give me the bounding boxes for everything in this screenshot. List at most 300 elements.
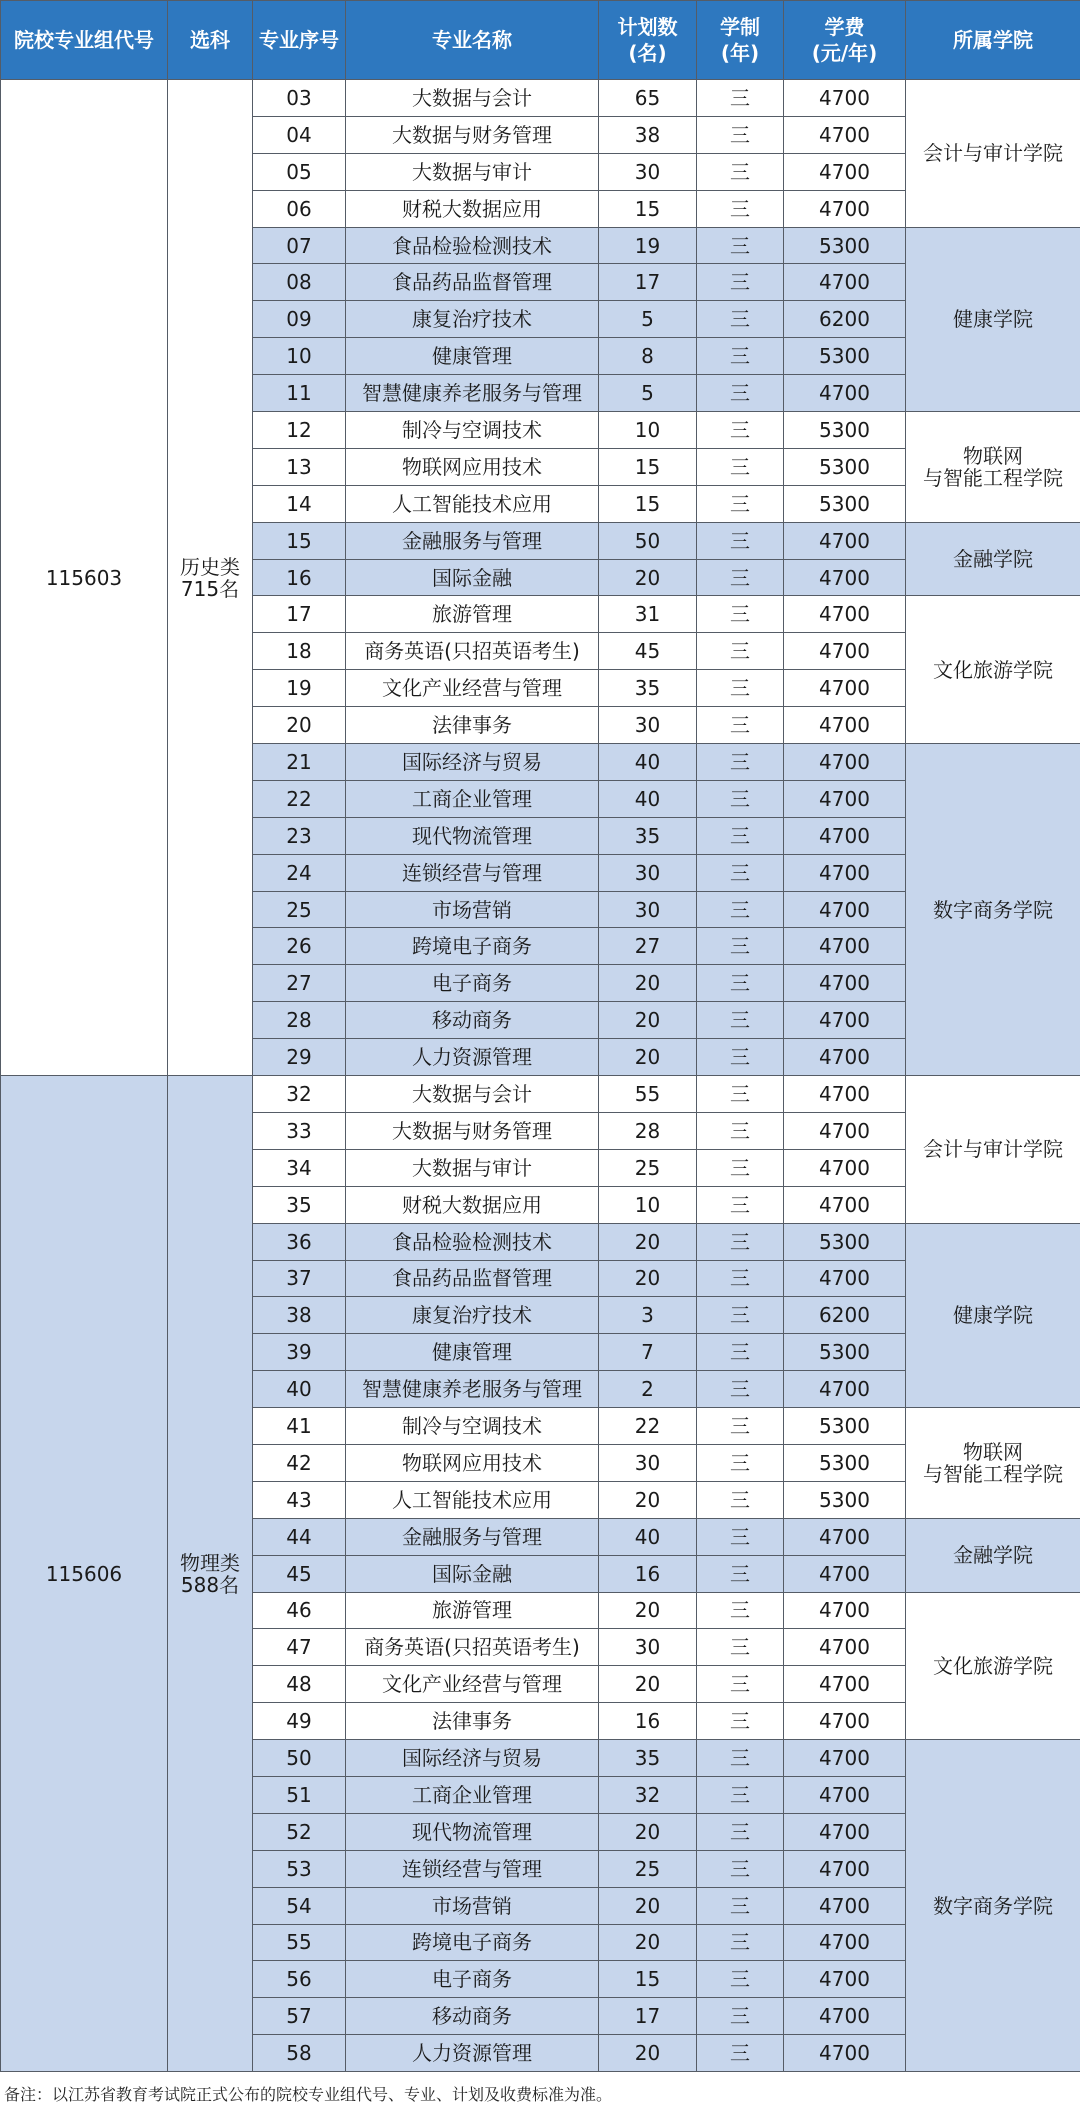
table-row bbox=[1, 80, 1080, 117]
duration-cell: 三 bbox=[697, 375, 784, 412]
plan-cell: 20 bbox=[599, 2035, 697, 2072]
fee-cell: 4700 bbox=[784, 522, 906, 559]
fee-cell: 4700 bbox=[784, 891, 906, 928]
duration-cell: 三 bbox=[697, 1371, 784, 1408]
major-cell: 移动商务 bbox=[346, 1998, 599, 2035]
seq-cell: 17 bbox=[253, 596, 346, 633]
seq-cell: 11 bbox=[253, 375, 346, 412]
seq-cell: 53 bbox=[253, 1850, 346, 1887]
major-cell: 大数据与财务管理 bbox=[346, 1112, 599, 1149]
duration-cell: 三 bbox=[697, 1408, 784, 1445]
plan-cell: 5 bbox=[599, 301, 697, 338]
major-cell: 文化产业经营与管理 bbox=[346, 1666, 599, 1703]
seq-cell: 18 bbox=[253, 633, 346, 670]
duration-cell: 三 bbox=[697, 1186, 784, 1223]
duration-cell: 三 bbox=[697, 227, 784, 264]
seq-cell: 57 bbox=[253, 1998, 346, 2035]
duration-cell: 三 bbox=[697, 1076, 784, 1113]
plan-cell: 30 bbox=[599, 1629, 697, 1666]
duration-cell: 三 bbox=[697, 522, 784, 559]
seq-cell: 32 bbox=[253, 1076, 346, 1113]
major-cell: 文化产业经营与管理 bbox=[346, 670, 599, 707]
major-cell: 食品药品监督管理 bbox=[346, 264, 599, 301]
seq-cell: 34 bbox=[253, 1149, 346, 1186]
group-code-cell: 115603 bbox=[1, 80, 168, 1076]
seq-cell: 23 bbox=[253, 817, 346, 854]
plan-cell: 30 bbox=[599, 1444, 697, 1481]
college-cell bbox=[906, 596, 1080, 744]
plan-cell: 31 bbox=[599, 596, 697, 633]
fee-cell: 4700 bbox=[784, 1039, 906, 1076]
plan-cell: 10 bbox=[599, 1186, 697, 1223]
fee-cell: 4700 bbox=[784, 670, 906, 707]
college-name-line: 与智能工程学院 bbox=[923, 465, 1063, 490]
duration-cell: 三 bbox=[697, 891, 784, 928]
seq-cell: 06 bbox=[253, 190, 346, 227]
fee-cell: 4700 bbox=[784, 596, 906, 633]
plan-cell: 17 bbox=[599, 1998, 697, 2035]
plan-cell: 30 bbox=[599, 854, 697, 891]
fee-cell: 4700 bbox=[784, 1887, 906, 1924]
fee-cell: 4700 bbox=[784, 1260, 906, 1297]
major-cell: 人力资源管理 bbox=[346, 1039, 599, 1076]
major-cell: 大数据与会计 bbox=[346, 1076, 599, 1113]
header-duration bbox=[697, 1, 784, 80]
fee-cell: 4700 bbox=[784, 707, 906, 744]
major-cell: 制冷与空调技术 bbox=[346, 412, 599, 449]
college-cell bbox=[906, 227, 1080, 411]
plan-cell: 40 bbox=[599, 1518, 697, 1555]
major-cell: 大数据与审计 bbox=[346, 1149, 599, 1186]
fee-cell: 4700 bbox=[784, 1961, 906, 1998]
college-cell bbox=[906, 1592, 1080, 1740]
fee-cell: 4700 bbox=[784, 1518, 906, 1555]
plan-cell: 35 bbox=[599, 670, 697, 707]
duration-cell: 三 bbox=[697, 1334, 784, 1371]
college-name-line: 文化旅游学院 bbox=[933, 657, 1053, 682]
fee-cell: 4700 bbox=[784, 1776, 906, 1813]
seq-cell: 48 bbox=[253, 1666, 346, 1703]
plan-cell: 20 bbox=[599, 1223, 697, 1260]
subject-cell bbox=[168, 80, 253, 1076]
fee-cell: 5300 bbox=[784, 412, 906, 449]
fee-cell: 4700 bbox=[784, 1149, 906, 1186]
plan-cell: 38 bbox=[599, 116, 697, 153]
plan-cell: 20 bbox=[599, 1924, 697, 1961]
fee-cell: 4700 bbox=[784, 1371, 906, 1408]
seq-cell: 49 bbox=[253, 1703, 346, 1740]
major-cell: 现代物流管理 bbox=[346, 1813, 599, 1850]
major-cell: 法律事务 bbox=[346, 707, 599, 744]
major-cell: 健康管理 bbox=[346, 1334, 599, 1371]
plan-cell: 30 bbox=[599, 153, 697, 190]
college-name-line: 文化旅游学院 bbox=[933, 1653, 1053, 1678]
plan-cell: 20 bbox=[599, 559, 697, 596]
plan-cell: 20 bbox=[599, 1002, 697, 1039]
major-cell: 食品药品监督管理 bbox=[346, 1260, 599, 1297]
seq-cell: 45 bbox=[253, 1555, 346, 1592]
college-name-line: 物联网 bbox=[963, 443, 1023, 468]
seq-cell: 35 bbox=[253, 1186, 346, 1223]
college-cell bbox=[906, 1408, 1080, 1519]
duration-cell: 三 bbox=[697, 1297, 784, 1334]
seq-cell: 12 bbox=[253, 412, 346, 449]
plan-cell: 27 bbox=[599, 928, 697, 965]
college-name-line: 金融学院 bbox=[953, 1543, 1033, 1568]
table-row bbox=[1, 1076, 1080, 1113]
major-cell: 康复治疗技术 bbox=[346, 1297, 599, 1334]
duration-cell: 三 bbox=[697, 1223, 784, 1260]
duration-cell: 三 bbox=[697, 1998, 784, 2035]
header-plan bbox=[599, 1, 697, 80]
duration-cell: 三 bbox=[697, 1887, 784, 1924]
plan-cell: 22 bbox=[599, 1408, 697, 1445]
major-cell: 物联网应用技术 bbox=[346, 448, 599, 485]
seq-cell: 56 bbox=[253, 1961, 346, 1998]
plan-cell: 2 bbox=[599, 1371, 697, 1408]
seq-cell: 55 bbox=[253, 1924, 346, 1961]
duration-cell: 三 bbox=[697, 1481, 784, 1518]
major-cell: 连锁经营与管理 bbox=[346, 1850, 599, 1887]
major-cell: 跨境电子商务 bbox=[346, 1924, 599, 1961]
major-cell: 商务英语(只招英语考生) bbox=[346, 1629, 599, 1666]
duration-cell: 三 bbox=[697, 485, 784, 522]
fee-cell: 5300 bbox=[784, 338, 906, 375]
seq-cell: 42 bbox=[253, 1444, 346, 1481]
fee-cell: 5300 bbox=[784, 1334, 906, 1371]
header-duration-line2: (年) bbox=[720, 41, 760, 65]
fee-cell: 4700 bbox=[784, 559, 906, 596]
header-plan-line1: 计划数 bbox=[617, 15, 678, 39]
seq-cell: 19 bbox=[253, 670, 346, 707]
seq-cell: 25 bbox=[253, 891, 346, 928]
duration-cell: 三 bbox=[697, 301, 784, 338]
seq-cell: 13 bbox=[253, 448, 346, 485]
major-cell: 康复治疗技术 bbox=[346, 301, 599, 338]
duration-cell: 三 bbox=[697, 670, 784, 707]
college-name-line: 会计与审计学院 bbox=[923, 1137, 1063, 1162]
fee-cell: 4700 bbox=[784, 1629, 906, 1666]
college-name-line: 会计与审计学院 bbox=[923, 141, 1063, 166]
plan-cell: 45 bbox=[599, 633, 697, 670]
seq-cell: 41 bbox=[253, 1408, 346, 1445]
fee-cell: 4700 bbox=[784, 1998, 906, 2035]
major-cell: 电子商务 bbox=[346, 965, 599, 1002]
plan-cell: 15 bbox=[599, 190, 697, 227]
seq-cell: 46 bbox=[253, 1592, 346, 1629]
header-plan-line2: (名) bbox=[628, 41, 667, 65]
fee-cell: 5300 bbox=[784, 227, 906, 264]
fee-cell: 5300 bbox=[784, 1223, 906, 1260]
duration-cell: 三 bbox=[697, 965, 784, 1002]
header-fee-line2: (元/年) bbox=[811, 41, 878, 65]
seq-cell: 07 bbox=[253, 227, 346, 264]
plan-cell: 28 bbox=[599, 1112, 697, 1149]
plan-cell: 40 bbox=[599, 744, 697, 781]
seq-cell: 37 bbox=[253, 1260, 346, 1297]
seq-cell: 04 bbox=[253, 116, 346, 153]
college-cell bbox=[906, 1740, 1080, 2072]
duration-cell: 三 bbox=[697, 1740, 784, 1777]
major-cell: 国际金融 bbox=[346, 559, 599, 596]
major-cell: 大数据与审计 bbox=[346, 153, 599, 190]
college-cell bbox=[906, 1223, 1080, 1407]
fee-cell: 5300 bbox=[784, 448, 906, 485]
seq-cell: 10 bbox=[253, 338, 346, 375]
duration-cell: 三 bbox=[697, 153, 784, 190]
header-seq: 专业序号 bbox=[253, 1, 346, 80]
duration-cell: 三 bbox=[697, 707, 784, 744]
major-cell: 食品检验检测技术 bbox=[346, 227, 599, 264]
header-subject: 选科 bbox=[168, 1, 253, 80]
seq-cell: 22 bbox=[253, 780, 346, 817]
fee-cell: 4700 bbox=[784, 744, 906, 781]
seq-cell: 43 bbox=[253, 1481, 346, 1518]
seq-cell: 44 bbox=[253, 1518, 346, 1555]
seq-cell: 14 bbox=[253, 485, 346, 522]
duration-cell: 三 bbox=[697, 1924, 784, 1961]
major-cell: 现代物流管理 bbox=[346, 817, 599, 854]
major-cell: 旅游管理 bbox=[346, 596, 599, 633]
plan-cell: 15 bbox=[599, 485, 697, 522]
duration-cell: 三 bbox=[697, 780, 784, 817]
major-cell: 市场营销 bbox=[346, 1887, 599, 1924]
fee-cell: 4700 bbox=[784, 1666, 906, 1703]
footnote: 备注：以江苏省教育考试院正式公布的院校专业组代号、专业、计划及收费标准为准。 bbox=[4, 2085, 613, 2104]
fee-cell: 4700 bbox=[784, 1924, 906, 1961]
plan-cell: 20 bbox=[599, 1813, 697, 1850]
college-cell bbox=[906, 1076, 1080, 1224]
fee-cell: 4700 bbox=[784, 2035, 906, 2072]
major-cell: 工商企业管理 bbox=[346, 780, 599, 817]
major-cell: 财税大数据应用 bbox=[346, 190, 599, 227]
subject-cell bbox=[168, 1076, 253, 2072]
major-cell: 大数据与会计 bbox=[346, 80, 599, 117]
fee-cell: 4700 bbox=[784, 1850, 906, 1887]
seq-cell: 40 bbox=[253, 1371, 346, 1408]
plan-cell: 7 bbox=[599, 1334, 697, 1371]
duration-cell: 三 bbox=[697, 2035, 784, 2072]
duration-cell: 三 bbox=[697, 264, 784, 301]
fee-cell: 4700 bbox=[784, 854, 906, 891]
seq-cell: 36 bbox=[253, 1223, 346, 1260]
plan-cell: 8 bbox=[599, 338, 697, 375]
plan-cell: 25 bbox=[599, 1850, 697, 1887]
header-duration-line1: 学制 bbox=[720, 15, 760, 39]
subject-line2: 715名 bbox=[180, 576, 240, 601]
major-cell: 法律事务 bbox=[346, 1703, 599, 1740]
duration-cell: 三 bbox=[697, 448, 784, 485]
seq-cell: 09 bbox=[253, 301, 346, 338]
plan-cell: 20 bbox=[599, 1039, 697, 1076]
plan-cell: 25 bbox=[599, 1149, 697, 1186]
duration-cell: 三 bbox=[697, 744, 784, 781]
header-fee bbox=[784, 1, 906, 80]
subject-line1: 物理类 bbox=[180, 1550, 240, 1575]
duration-cell: 三 bbox=[697, 1260, 784, 1297]
seq-cell: 05 bbox=[253, 153, 346, 190]
fee-cell: 4700 bbox=[784, 1186, 906, 1223]
college-cell bbox=[906, 522, 1080, 596]
duration-cell: 三 bbox=[697, 817, 784, 854]
fee-cell: 4700 bbox=[784, 264, 906, 301]
duration-cell: 三 bbox=[697, 633, 784, 670]
fee-cell: 6200 bbox=[784, 1297, 906, 1334]
plan-cell: 35 bbox=[599, 817, 697, 854]
seq-cell: 15 bbox=[253, 522, 346, 559]
duration-cell: 三 bbox=[697, 928, 784, 965]
major-cell: 跨境电子商务 bbox=[346, 928, 599, 965]
plan-cell: 65 bbox=[599, 80, 697, 117]
seq-cell: 03 bbox=[253, 80, 346, 117]
seq-cell: 33 bbox=[253, 1112, 346, 1149]
major-cell: 国际经济与贸易 bbox=[346, 1740, 599, 1777]
seq-cell: 27 bbox=[253, 965, 346, 1002]
subject-line2: 588名 bbox=[180, 1572, 240, 1597]
duration-cell: 三 bbox=[697, 1703, 784, 1740]
major-cell: 智慧健康养老服务与管理 bbox=[346, 375, 599, 412]
major-cell: 市场营销 bbox=[346, 891, 599, 928]
header-group-code: 院校专业组代号 bbox=[1, 1, 168, 80]
college-name-line: 金融学院 bbox=[953, 547, 1033, 572]
major-cell: 金融服务与管理 bbox=[346, 1518, 599, 1555]
seq-cell: 26 bbox=[253, 928, 346, 965]
major-cell: 人工智能技术应用 bbox=[346, 485, 599, 522]
duration-cell: 三 bbox=[697, 80, 784, 117]
duration-cell: 三 bbox=[697, 190, 784, 227]
duration-cell: 三 bbox=[697, 338, 784, 375]
major-cell: 旅游管理 bbox=[346, 1592, 599, 1629]
plan-cell: 32 bbox=[599, 1776, 697, 1813]
college-name-line: 物联网 bbox=[963, 1439, 1023, 1464]
major-cell: 国际经济与贸易 bbox=[346, 744, 599, 781]
duration-cell: 三 bbox=[697, 1518, 784, 1555]
plan-cell: 20 bbox=[599, 1260, 697, 1297]
plan-cell: 20 bbox=[599, 965, 697, 1002]
college-cell bbox=[906, 412, 1080, 523]
fee-cell: 4700 bbox=[784, 190, 906, 227]
plan-cell: 40 bbox=[599, 780, 697, 817]
header-major: 专业名称 bbox=[346, 1, 599, 80]
plan-cell: 19 bbox=[599, 227, 697, 264]
plan-cell: 3 bbox=[599, 1297, 697, 1334]
duration-cell: 三 bbox=[697, 1666, 784, 1703]
plan-cell: 20 bbox=[599, 1481, 697, 1518]
college-cell bbox=[906, 744, 1080, 1076]
major-cell: 健康管理 bbox=[346, 338, 599, 375]
seq-cell: 21 bbox=[253, 744, 346, 781]
seq-cell: 20 bbox=[253, 707, 346, 744]
fee-cell: 5300 bbox=[784, 1444, 906, 1481]
duration-cell: 三 bbox=[697, 1002, 784, 1039]
fee-cell: 5300 bbox=[784, 1481, 906, 1518]
college-name-line: 与智能工程学院 bbox=[923, 1461, 1063, 1486]
major-cell: 食品检验检测技术 bbox=[346, 1223, 599, 1260]
seq-cell: 47 bbox=[253, 1629, 346, 1666]
seq-cell: 54 bbox=[253, 1887, 346, 1924]
plan-cell: 20 bbox=[599, 1592, 697, 1629]
fee-cell: 4700 bbox=[784, 1002, 906, 1039]
major-cell: 智慧健康养老服务与管理 bbox=[346, 1371, 599, 1408]
major-cell: 金融服务与管理 bbox=[346, 522, 599, 559]
duration-cell: 三 bbox=[697, 412, 784, 449]
duration-cell: 三 bbox=[697, 1776, 784, 1813]
major-cell: 人力资源管理 bbox=[346, 2035, 599, 2072]
fee-cell: 5300 bbox=[784, 1408, 906, 1445]
seq-cell: 38 bbox=[253, 1297, 346, 1334]
plan-cell: 16 bbox=[599, 1555, 697, 1592]
fee-cell: 4700 bbox=[784, 1813, 906, 1850]
fee-cell: 4700 bbox=[784, 1703, 906, 1740]
plan-cell: 5 bbox=[599, 375, 697, 412]
duration-cell: 三 bbox=[697, 1592, 784, 1629]
major-cell: 财税大数据应用 bbox=[346, 1186, 599, 1223]
duration-cell: 三 bbox=[697, 116, 784, 153]
fee-cell: 4700 bbox=[784, 1076, 906, 1113]
fee-cell: 6200 bbox=[784, 301, 906, 338]
plan-cell: 30 bbox=[599, 891, 697, 928]
fee-cell: 4700 bbox=[784, 780, 906, 817]
seq-cell: 39 bbox=[253, 1334, 346, 1371]
college-name-line: 健康学院 bbox=[953, 307, 1033, 332]
plan-cell: 35 bbox=[599, 1740, 697, 1777]
duration-cell: 三 bbox=[697, 1961, 784, 1998]
plan-cell: 15 bbox=[599, 448, 697, 485]
seq-cell: 51 bbox=[253, 1776, 346, 1813]
plan-cell: 30 bbox=[599, 707, 697, 744]
fee-cell: 4700 bbox=[784, 817, 906, 854]
plan-cell: 16 bbox=[599, 1703, 697, 1740]
fee-cell: 4700 bbox=[784, 1112, 906, 1149]
fee-cell: 4700 bbox=[784, 928, 906, 965]
plan-cell: 50 bbox=[599, 522, 697, 559]
college-name-line: 健康学院 bbox=[953, 1303, 1033, 1328]
major-cell: 物联网应用技术 bbox=[346, 1444, 599, 1481]
seq-cell: 50 bbox=[253, 1740, 346, 1777]
seq-cell: 24 bbox=[253, 854, 346, 891]
plan-cell: 15 bbox=[599, 1961, 697, 1998]
plan-cell: 55 bbox=[599, 1076, 697, 1113]
major-cell: 国际金融 bbox=[346, 1555, 599, 1592]
fee-cell: 4700 bbox=[784, 116, 906, 153]
seq-cell: 29 bbox=[253, 1039, 346, 1076]
seq-cell: 28 bbox=[253, 1002, 346, 1039]
fee-cell: 4700 bbox=[784, 1740, 906, 1777]
duration-cell: 三 bbox=[697, 1850, 784, 1887]
duration-cell: 三 bbox=[697, 1813, 784, 1850]
college-cell bbox=[906, 80, 1080, 228]
major-cell: 大数据与财务管理 bbox=[346, 116, 599, 153]
major-cell: 制冷与空调技术 bbox=[346, 1408, 599, 1445]
duration-cell: 三 bbox=[697, 1112, 784, 1149]
major-cell: 连锁经营与管理 bbox=[346, 854, 599, 891]
seq-cell: 08 bbox=[253, 264, 346, 301]
duration-cell: 三 bbox=[697, 1555, 784, 1592]
table-body bbox=[1, 80, 1080, 2072]
fee-cell: 4700 bbox=[784, 633, 906, 670]
seq-cell: 16 bbox=[253, 559, 346, 596]
fee-cell: 4700 bbox=[784, 80, 906, 117]
duration-cell: 三 bbox=[697, 1629, 784, 1666]
fee-cell: 4700 bbox=[784, 1592, 906, 1629]
major-cell: 电子商务 bbox=[346, 1961, 599, 1998]
table-header-row bbox=[1, 1, 1080, 80]
major-cell: 工商企业管理 bbox=[346, 1776, 599, 1813]
major-cell: 人工智能技术应用 bbox=[346, 1481, 599, 1518]
fee-cell: 4700 bbox=[784, 375, 906, 412]
header-college: 所属学院 bbox=[906, 1, 1080, 80]
header-fee-line1: 学费 bbox=[824, 15, 865, 39]
